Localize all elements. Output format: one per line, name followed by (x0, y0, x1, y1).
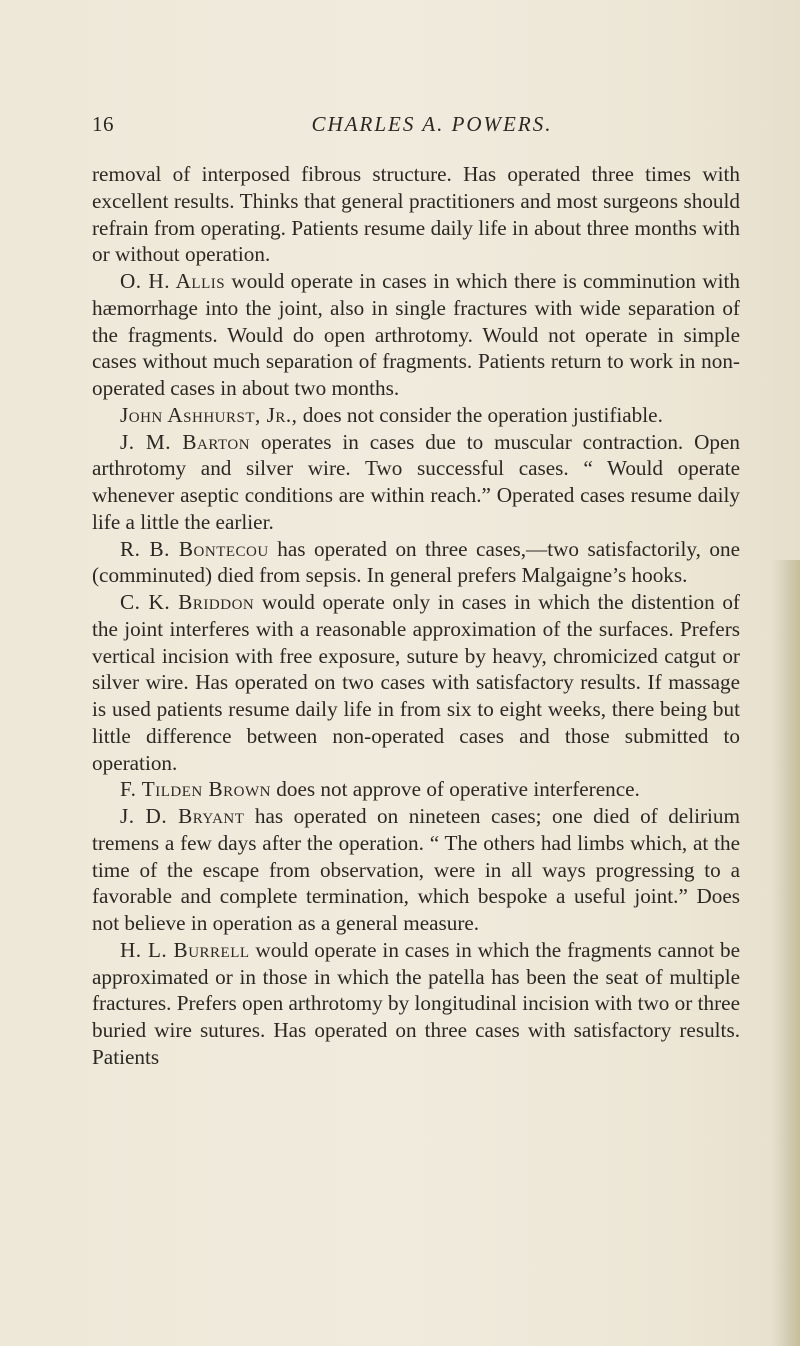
surgeon-name: F. Tilden Brown (120, 777, 271, 802)
surgeon-name: O. H. Allis (120, 269, 226, 293)
surgeon-name: John Ashhurst, Jr., (120, 402, 298, 427)
running-head (92, 108, 742, 148)
surgeon-name: J. D. Bryant (120, 804, 245, 828)
paragraph-brown (92, 776, 740, 803)
paragraph-text: would operate in cases in which there is comminution with hæmorrhage into the joint, also in single fractures with wide separation of the fragments. Would do open arthrotomy. Would not operate in simple cases without much separation of fragments. Patients return to work in non-operated cases in about two months. (92, 269, 740, 400)
paragraph-text: would operate in cases in which the fragments cannot be approximated or in those in which the patella has been the seat of multiple fractures. Prefers open arthrotomy by longitudinal incision with two or three buried wire sutures. Has operated on three cases with satisfactory results. Patients (92, 937, 740, 1069)
page-number: 16 (92, 112, 114, 136)
paragraph-bontecou (92, 536, 740, 590)
paragraph-briddon (92, 589, 740, 776)
running-title: CHARLES A. POWERS. (311, 112, 553, 136)
paragraph-ashhurst (92, 402, 740, 429)
paragraph-continuation (92, 161, 740, 268)
surgeon-name: R. B. Bontecou (120, 536, 269, 561)
paragraph-bryant (92, 803, 740, 937)
paragraph-text: operates in cases due to muscular contraction. Open arthrotomy and silver wire. Two successful cases. “ Would operate whenever aseptic conditions are within reach.” Operated cases resume daily life a little the earlier. (92, 429, 740, 534)
page-edge-shadow (772, 560, 800, 1346)
paragraph-text: does not approve of operative interference. (270, 777, 640, 802)
paragraph-barton (92, 429, 740, 536)
paragraph-text: removal of interposed fibrous structure. Has operated three times with excellent results. Thinks that general practitioners and most surgeons should refrain from operating. Patients resume daily life in about three months with or without operation. (92, 162, 740, 267)
paragraph-text: does not consider the operation justifiable. (297, 402, 663, 427)
surgeon-name: H. L. Burrell (120, 937, 250, 962)
paragraph-text: would operate only in cases in which the distention of the joint interferes with a reasonable approximation of the surfaces. Prefers vertical incision with free exposure, suture by heavy, chromicized catgut or silver wire. Has operated on two cases with satisfactory results. If massage is used patients resume daily life in from six to eight weeks, there being but little difference between non-operated cases and those submitted to operation. (92, 590, 740, 775)
surgeon-name: J. M. Barton (120, 429, 251, 454)
paragraph-allis (92, 268, 740, 402)
surgeon-name: C. K. Briddon (120, 590, 255, 614)
paragraph-text: has operated on nineteen cases; one died of delirium tremens a few days after the operation. “ The others had limbs which, at the time of the escape from observation, were in all ways progressing to a favorable and complete termination, which bespoke a useful joint.” Does not believe in operation as a general measure. (92, 804, 740, 935)
body-text (92, 161, 740, 1071)
paragraph-burrell (92, 937, 740, 1071)
paragraph-text: has operated on three cases,—two satisfactorily, one (comminuted) died from sepsis. In general prefers Malgaigne’s hooks. (92, 536, 740, 588)
